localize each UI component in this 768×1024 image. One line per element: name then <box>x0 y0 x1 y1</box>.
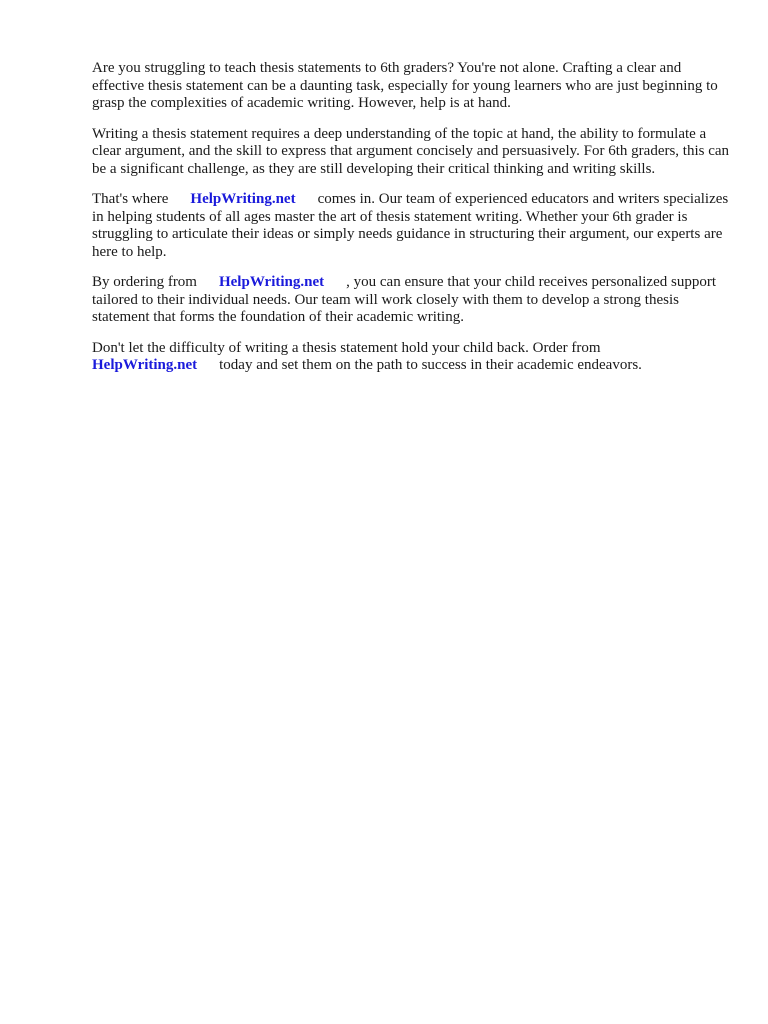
paragraph-service <box>92 191 732 261</box>
paragraph-ordering-lead: By ordering from <box>92 274 197 290</box>
paragraph-cta-rest: today and set them on the path to success in their academic endeavors. <box>219 357 642 373</box>
paragraph-service-lead: That's where <box>92 191 169 207</box>
helpwriting-link[interactable]: HelpWriting.net <box>190 191 296 207</box>
paragraph-ordering <box>92 274 732 327</box>
paragraph-call-to-action <box>92 340 732 375</box>
helpwriting-link[interactable]: HelpWriting.net <box>218 274 325 290</box>
document-body <box>92 60 732 388</box>
paragraph-challenge: Writing a thesis statement requires a deep understanding of the topic at hand, the ability to formulate a clear argument, and the skill to express that argument concisely and persuasively. For 6th graders, this can be a significant challenge, as they are still developing their critical thinking and writing skills. <box>92 125 730 177</box>
paragraph-service-rest: comes in. Our team of experienced educators and writers specializes in helping students of all ages master the art of thesis statement writing. Whether your 6th grader is struggling to articulate their ideas or simply needs guidance in structuring their argument, our experts are here to help. <box>92 191 729 260</box>
helpwriting-link[interactable]: HelpWriting.net <box>92 357 198 373</box>
paragraph-cta-lead: Don't let the difficulty of writing a thesis statement hold your child back. Order from <box>92 339 601 356</box>
paragraph-intro: Are you struggling to teach thesis statements to 6th graders? You're not alone. Crafting a clear and effective thesis statement can be a daunting task, especially for young learners who are just beginning to grasp the complexities of academic writing. However, help is at hand. <box>92 60 718 111</box>
paragraph-ordering-rest: , you can ensure that your child receives personalized support tailored to their individual needs. Our team will work closely with them to develop a strong thesis statement that forms the foundation of their academic writing. <box>92 274 716 325</box>
